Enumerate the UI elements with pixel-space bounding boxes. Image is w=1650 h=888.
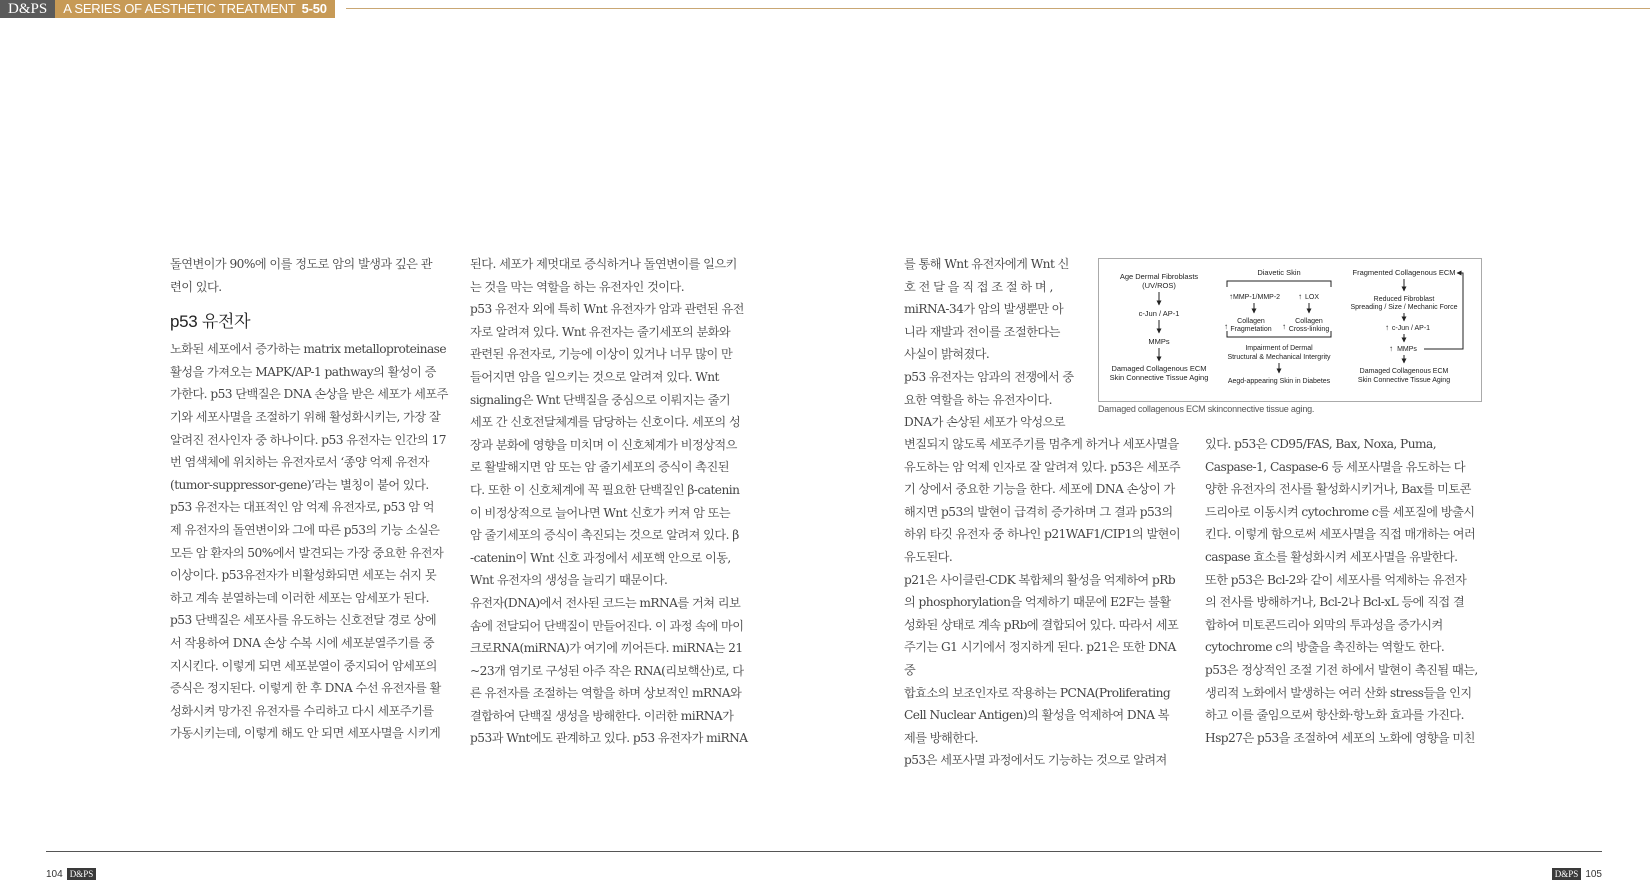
- text-line: 합효소의 보조인자로 작용하는 PCNA(Proliferating: [904, 685, 1171, 700]
- text-line: 사실이 밝혀졌다.: [904, 347, 990, 362]
- left-node-mmps: MMPs: [1148, 337, 1170, 346]
- right-cjun: c-Jun / AP-1: [1391, 325, 1431, 332]
- text-line: 가동시키는데, 이렇게 해도 안 되면 세포사멸을 시키게: [170, 726, 441, 741]
- text-line: 호 전 달 을 직 접 조 절 하 며 ,: [904, 279, 1053, 294]
- series-title: A SERIES OF AESTHETIC TREATMENT: [63, 1, 296, 16]
- text-line: -catenin이 Wnt 신호 과정에서 세포핵 안으로 이동,: [470, 550, 731, 565]
- text-line: 솜에 전달되어 단백질이 만들어진다. 이 과정 속에 마이: [470, 618, 744, 633]
- text-line: 가한다. p53 단백질은 DNA 손상을 받은 세포가 세포주: [170, 387, 448, 402]
- figure-caption: Damaged collagenous ECM skinconnective tissue aging.: [1098, 404, 1315, 414]
- column-4: [1205, 433, 1490, 749]
- footer-logo-left: D&PS: [67, 868, 97, 880]
- text-line: p53 단백질은 세포사를 유도하는 신호전달 경로 상에: [170, 613, 437, 628]
- text-line: 유도하는 암 억제 인자로 잘 알려져 있다. p53은 세포주: [904, 459, 1181, 474]
- right-up-arrow-2: ↑: [1389, 344, 1393, 353]
- text-line: Wnt 유전자의 생성을 늘리기 때문이다.: [470, 573, 668, 588]
- brand-label: D&PS: [0, 0, 55, 18]
- text-line: 유전자(DNA)에서 전사된 코드는 mRNA를 거쳐 리보: [470, 595, 741, 610]
- footer-logo-right: D&PS: [1552, 868, 1582, 880]
- text-line: miRNA-34가 암의 발생뿐만 아: [904, 302, 1064, 317]
- text-line: 결합하여 단백질 생성을 방해한다. 이러한 miRNA가: [470, 708, 734, 723]
- text-line: DNA가 손상된 세포가 악성으로: [904, 415, 1066, 430]
- text-line: 번 염색체에 위치하는 유전자로서 ‘종양 억제 유전자: [170, 455, 429, 470]
- series-label: [55, 0, 335, 18]
- text-line: 로 활발해지면 암 또는 암 줄기세포의 증식이 촉진된: [470, 460, 729, 475]
- text-line: 변질되지 않도록 세포주기를 멈추게 하거나 세포사멸을: [904, 437, 1179, 451]
- text-line: 의 phosphorylation을 억제하기 때문에 E2F는 불활: [904, 595, 1171, 610]
- left-title-1: Age Dermal Fibroblasts: [1119, 272, 1199, 281]
- middle-up-arrow-1: ↑: [1229, 292, 1233, 301]
- text-line: 제를 방해한다.: [904, 730, 978, 745]
- right-title: Fragmented Collagenous ECM: [1352, 268, 1456, 277]
- section-heading: p53 유전자: [170, 312, 251, 332]
- middle-impairment-2: Structural & Mechanical Intergrity: [1227, 354, 1331, 361]
- footer-rule: [46, 851, 1602, 852]
- text-line: 된다. 세포가 제멋대로 증식하거나 돌연변이를 일으키: [470, 257, 737, 271]
- text-line: 유도된다.: [904, 549, 953, 564]
- middle-outcome: Aegd-appearing Skin in Diabetes: [1227, 378, 1331, 385]
- footer-left: [46, 868, 96, 880]
- text-line: 생리적 노화에서 발생하는 여러 산화 stress들을 인지: [1205, 685, 1472, 700]
- text-line: 하위 타깃 유전자 중 하나인 p21WAF1/CIP1의 발현이: [904, 527, 1181, 542]
- text-line: 서 작용하여 DNA 손상 수복 시에 세포분열주기를 중: [170, 635, 435, 650]
- text-line: 기와 세포사멸을 조절하기 위해 활성화시키는, 가장 잘: [170, 409, 441, 424]
- column-3-top: [904, 253, 1089, 434]
- text-line: 를 통해 Wnt 유전자에게 Wnt 신: [904, 257, 1069, 271]
- text-line: 드리아로 이동시켜 cytochrome c를 세포질에 방출시: [1205, 504, 1475, 519]
- text-line: 요한 역할을 하는 유전자이다.: [904, 392, 1052, 407]
- text-line: 노화된 세포에서 증가하는 matrix metalloproteinase: [170, 342, 447, 357]
- text-line: (tumor-suppressor-gene)’라는 별칭이 붙어 있다.: [170, 477, 429, 492]
- text-line: Hsp27은 p53을 조절하여 세포의 노화에 영향을 미친: [1205, 730, 1475, 745]
- text-line: p53 유전자 외에 특히 Wnt 유전자가 암과 관련된 유전: [470, 302, 744, 317]
- left-node-damaged: Damaged Collagenous ECM: [1111, 364, 1207, 373]
- diagram-svg: [1099, 259, 1481, 401]
- text-line: 알려진 전사인자 중 하나이다. p53 유전자는 인간의 17: [170, 432, 446, 447]
- text-line: signaling은 Wnt 단백질을 중심으로 이뤄지는 줄기: [470, 392, 731, 407]
- text-line: 련이 있다.: [170, 279, 222, 294]
- text-line: 주기는 G1 시기에서 정지하게 된다. p21은 또한 DNA 중: [904, 640, 1176, 677]
- text-line: 합하여 미토콘드리아 외막의 투과성을 증가시켜: [1205, 617, 1443, 632]
- text-line: 활성을 가져오는 MAPK/AP-1 pathway의 활성이 증: [170, 364, 436, 379]
- footer-right: [1552, 868, 1602, 880]
- right-mmps: MMPs: [1397, 346, 1417, 353]
- text-line: 제 유전자의 돌연변이와 그에 따른 p53의 기능 소실은: [170, 522, 440, 537]
- header-rule: [346, 8, 1650, 9]
- text-line: Caspase-1, Caspase-6 등 세포사멸을 유도하는 다: [1205, 459, 1466, 474]
- series-issue: 5-50: [301, 1, 327, 16]
- text-line: 암 줄기세포의 증식이 촉진되는 것으로 알려져 있다. β: [470, 528, 739, 543]
- text-line: cytochrome c의 방출을 촉진하는 역할도 한다.: [1205, 640, 1445, 655]
- text-line: 성화된 상태로 계속 pRb에 결합되어 있다. 따라서 세포: [904, 617, 1179, 632]
- page-number-left: 104: [46, 868, 63, 880]
- text-line: 양한 유전자의 전사를 활성화시키거나, Bax를 미토콘: [1205, 482, 1471, 497]
- diagram-figure: [1098, 258, 1482, 402]
- text-line: 세포 간 신호전달체계를 담당하는 신호이다. 세포의 성: [470, 415, 741, 430]
- column-3-bottom: [904, 433, 1189, 772]
- right-up-arrow-1: ↑: [1385, 323, 1389, 332]
- left-node-cjun: c-Jun / AP-1: [1138, 309, 1180, 318]
- middle-up-arrow-3: ↑: [1224, 322, 1228, 331]
- middle-lox: LOX: [1305, 294, 1320, 301]
- text-line: p53과 Wnt에도 관계하고 있다. p53 유전자가 miRNA: [470, 731, 748, 746]
- text-line: 성화시켜 망가진 유전자를 수리하고 다시 세포주기를: [170, 703, 434, 718]
- middle-cross-1: Collagen: [1295, 318, 1323, 325]
- text-line: 이 비정상적으로 늘어나면 Wnt 신호가 커져 암 또는: [470, 505, 731, 520]
- middle-up-arrow-4: ↑: [1282, 322, 1286, 331]
- page-header: [0, 0, 335, 18]
- text-line: 자로 알려져 있다. Wnt 유전자는 줄기세포의 분화와: [470, 324, 731, 339]
- text-line: 증식은 정지된다. 이렇게 한 후 DNA 수선 유전자를 활: [170, 681, 441, 696]
- middle-frag-2: Fragmetation: [1230, 326, 1272, 333]
- text-line: p53은 세포사멸 과정에서도 기능하는 것으로 알려져: [904, 753, 1167, 768]
- column-2: [470, 253, 760, 750]
- text-line: 의 전사를 방해하거나, Bcl-2나 Bcl-xL 등에 직접 결: [1205, 595, 1465, 610]
- text-line: 지시킨다. 이렇게 되면 세포분열이 중지되어 암세포의: [170, 658, 437, 673]
- right-reduced-2: Spreading / Size / Mechanic Force: [1350, 304, 1458, 311]
- right-feedback-arrow: [1424, 273, 1463, 349]
- middle-impairment-1: Impairment of Dermal: [1245, 345, 1313, 352]
- text-line: 하고 계속 분열하는데 이러한 세포는 암세포가 된다.: [170, 590, 429, 605]
- text-line: p53 유전자는 대표적인 암 억제 유전자로, p53 암 억: [170, 500, 435, 515]
- text-line: caspase 효소를 활성화시켜 세포사멸을 유발한다.: [1205, 549, 1458, 564]
- middle-mmp: MMP-1/MMP-2: [1233, 294, 1281, 301]
- left-node-aging: Skin Connective Tissue Aging: [1109, 373, 1209, 382]
- middle-cross-2: Cross-linking: [1288, 326, 1330, 333]
- text-line: 돌연변이가 90%에 이를 정도로 암의 발생과 깊은 관: [170, 257, 432, 271]
- middle-frag-1: Collagen: [1237, 318, 1265, 325]
- text-line: 는 것을 막는 역할을 하는 유전자인 것이다.: [470, 279, 685, 294]
- page-number-right: 105: [1585, 868, 1602, 880]
- text-line: 또한 p53은 Bcl-2와 같이 세포사를 억제하는 유전자: [1205, 572, 1467, 587]
- right-reduced-1: Reduced Fibroblast: [1373, 296, 1435, 303]
- middle-up-arrow-2: ↑: [1298, 292, 1302, 301]
- text-line: p21은 사이클린-CDK 복합체의 활성을 억제하여 pRb: [904, 572, 1176, 587]
- column-1: [170, 253, 455, 745]
- right-damaged: Damaged Collagenous ECM: [1359, 368, 1449, 375]
- text-line: 킨다. 이렇게 함으로써 세포사멸을 직접 매개하는 여러: [1205, 527, 1476, 542]
- text-line: ~23개 염기로 구성된 아주 작은 RNA(리보핵산)로, 다: [470, 663, 744, 678]
- text-line: 모든 암 환자의 50%에서 발견되는 가장 중요한 유전자: [170, 545, 444, 560]
- text-line: 다. 또한 이 신호체계에 꼭 필요한 단백질인 β-catenin: [470, 482, 740, 497]
- text-line: 른 유전자를 조절하는 역할을 하며 상보적인 mRNA와: [470, 686, 742, 701]
- text-line: 있다. p53은 CD95/FAS, Bax, Noxa, Puma,: [1205, 437, 1437, 451]
- text-line: 기 상에서 중요한 기능을 한다. 세포에 DNA 손상이 가: [904, 482, 1175, 497]
- text-line: 이상이다. p53유전자가 비활성화되면 세포는 쉬지 못: [170, 568, 437, 583]
- text-line: 하고 이를 줄임으로써 항산화·항노화 효과를 가진다.: [1205, 708, 1464, 723]
- text-line: 관련된 유전자로, 기능에 이상이 있거나 너무 많이 만: [470, 347, 733, 362]
- left-title-2: (UV/ROS): [1142, 281, 1176, 290]
- right-aging: Skin Connective Tissue Aging: [1357, 377, 1451, 384]
- text-line: 니라 재발과 전이를 조절한다는: [904, 324, 1060, 339]
- text-line: Cell Nuclear Antigen)의 활성을 억제하여 DNA 복: [904, 708, 1170, 723]
- text-line: p53 유전자는 암과의 전쟁에서 중: [904, 369, 1074, 384]
- text-line: 해지면 p53의 발현이 급격히 증가하며 그 결과 p53의: [904, 504, 1173, 519]
- middle-title: Diavetic Skin: [1257, 268, 1301, 277]
- text-line: 크로RNA(miRNA)가 여기에 끼어든다. miRNA는 21: [470, 641, 743, 656]
- middle-bracket-top: [1227, 281, 1331, 287]
- text-line: p53은 정상적인 조절 기전 하에서 발현이 촉진될 때는,: [1205, 662, 1478, 677]
- text-line: 들어지면 암을 일으키는 것으로 알려져 있다. Wnt: [470, 369, 719, 384]
- text-line: 장과 분화에 영향을 미치며 이 신호체계가 비정상적으: [470, 437, 737, 452]
